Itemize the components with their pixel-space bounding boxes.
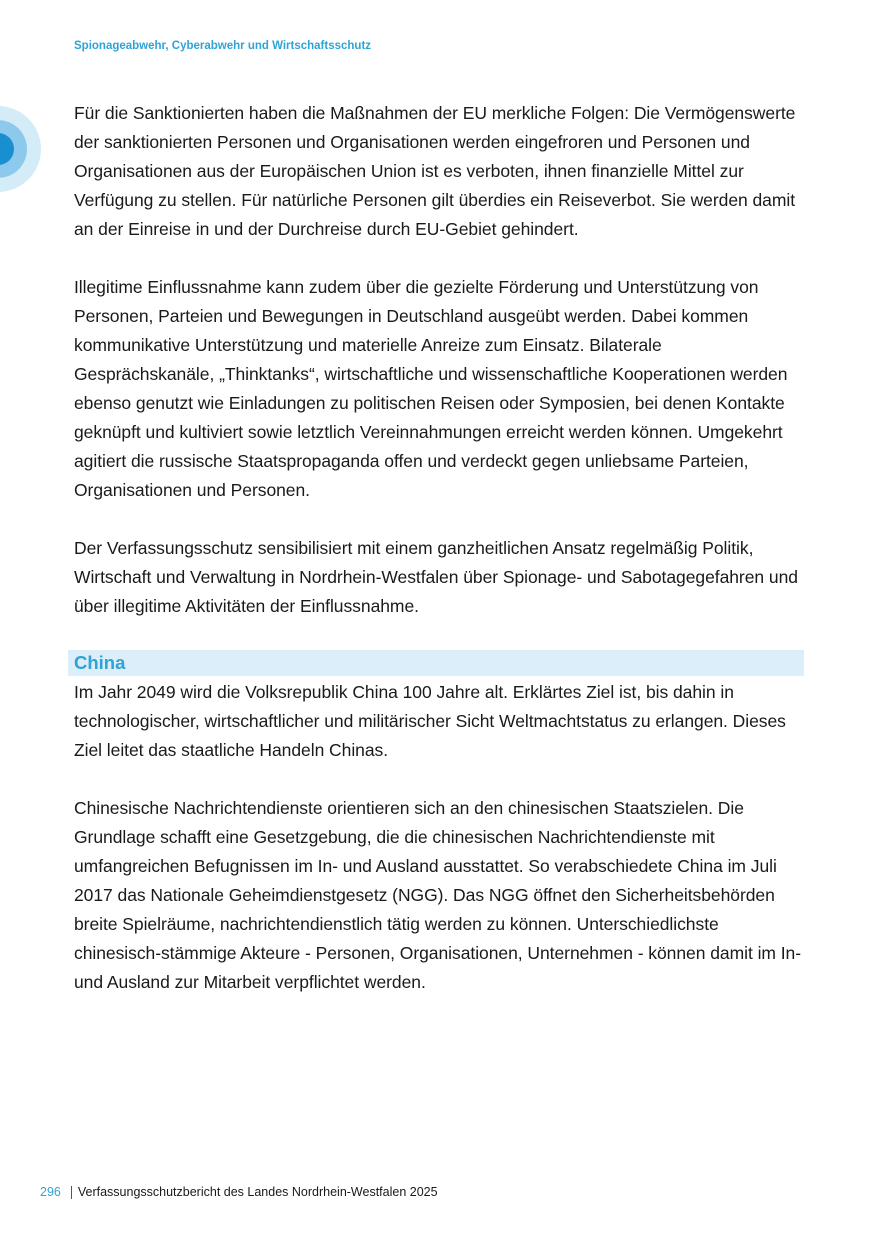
main-content (74, 99, 804, 1026)
footer-divider (71, 1186, 72, 1199)
decorative-circle-mark (0, 106, 41, 192)
paragraph-china-goal: Im Jahr 2049 wird die Volksrepublik China 100 Jahre alt. Erklärtes Ziel ist, bis dahin in technologischer, wirtschaftlicher und militärischer Sicht Weltmachtstatus zu erlangen. Dieses Ziel leitet das staatliche Handeln Chinas. (74, 682, 786, 760)
running-header: Spionageabwehr, Cyberabwehr und Wirtschaftsschutz (74, 40, 372, 52)
page-number: 296 (40, 1185, 61, 1199)
section-heading-china: China (68, 650, 804, 676)
page-footer (40, 1185, 438, 1199)
paragraph-sanctions: Für die Sanktionierten haben die Maßnahmen der EU merkliche Folgen: Die Vermögenswerte der sanktionierten Personen und Organisationen werden eingefroren und Personen und Organisationen aus der Europäischen Union ist es verboten, ihnen finanzielle Mittel zur Verfügung zu stellen. Für natürliche Personen gilt überdies ein Reiseverbot. Sie werden damit an der Einreise in und der Durchreise durch EU-Gebiet gehindert. (74, 103, 796, 239)
paragraph-china-intelligence: Chinesische Nachrichtendienste orientieren sich an den chinesischen Staatszielen. Die Grundlage schafft eine Gesetzgebung, die die chinesischen Nachrichtendienste mit umfangreichen Befugnissen im In- und Ausland ausstattet. So verabschiedete China im Juli 2017 das Nationale Geheimdienstgesetz (NGG). Das NGG öffnet den Sicherheitsbehörden breite Spielräume, nachrichtendienstlich tätig werden zu können. Unterschiedlichste chinesisch-stämmige Akteure - Personen, Organisationen, Unternehmen - können damit im In- und Ausland zur Mitarbeit verpflichtet werden. (74, 798, 802, 992)
paragraph-influence: Illegitime Einflussnahme kann zudem über die gezielte Förderung und Unterstützung von Personen, Parteien und Bewegungen in Deutschland ausgeübt werden. Dabei kommen kommunikative Unterstützung und materielle Anreize zum Einsatz. Bilaterale Gesprächskanäle, „Thinktanks“, wirtschaftliche und wissenschaftliche Kooperationen werden ebenso genutzt wie Einladungen zu politischen Reisen oder Symposien, bei denen Kontakte geknüpft und kultiviert sowie letztlich Vereinnahmungen erreicht werden können. Umgekehrt agitiert die russische Staatspropaganda offen und verdeckt gegen unliebsame Parteien, Organisationen und Personen. (74, 277, 788, 500)
paragraph-awareness: Der Verfassungsschutz sensibilisiert mit einem ganzheitlichen Ansatz regelmäßig Politik, Wirtschaft und Verwaltung in Nordrhein-Westfalen über Spionage- und Sabotagegefahren und über illegitime Aktivitäten der Einflussnahme. (74, 538, 798, 616)
report-title: Verfassungsschutzbericht des Landes Nordrhein-Westfalen 2025 (77, 1185, 438, 1199)
